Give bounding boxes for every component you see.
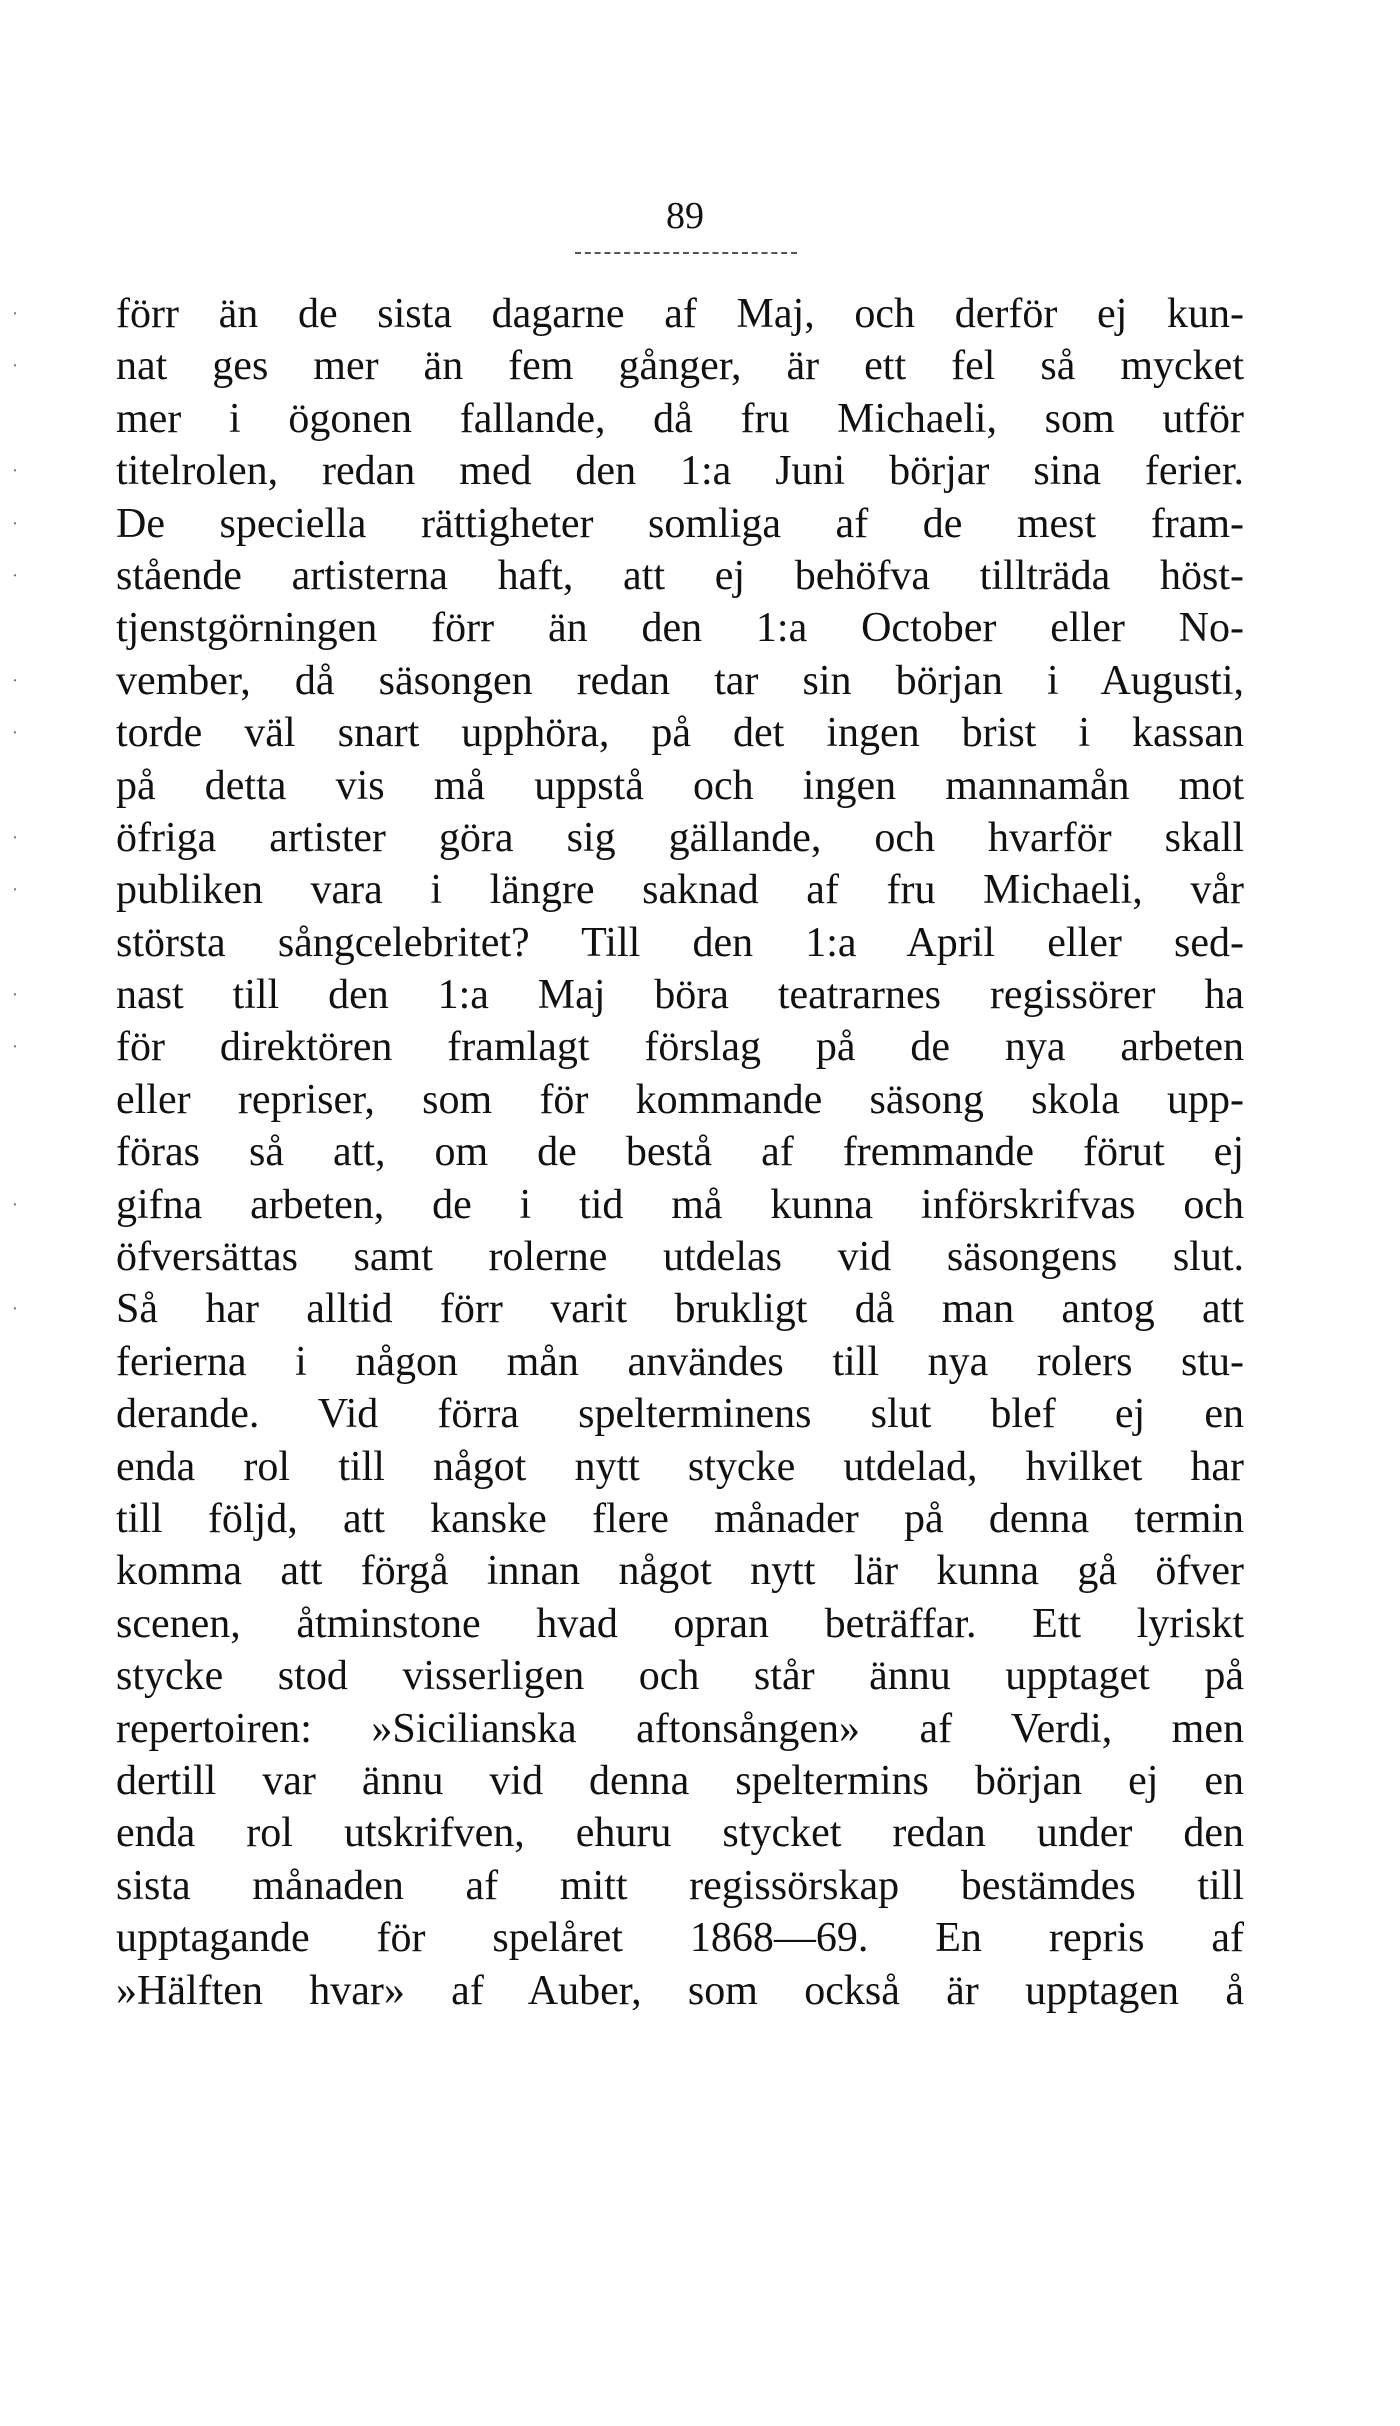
text-line: eller repriser, som för kommande säsong skola upp- (116, 1076, 1244, 1123)
margin-mark: · (11, 460, 19, 483)
text-line: Så har alltid förr varit brukligt då man antog att (116, 1286, 1244, 1333)
text-line: förr än de sista dagarne af Maj, och derför ej kun- (116, 291, 1244, 337)
margin-mark: · (11, 564, 19, 587)
margin-mark: · (11, 722, 19, 745)
margin-mark: · (11, 355, 19, 378)
text-line: nat ges mer än fem gånger, är ett fel så mycket (116, 343, 1244, 390)
margin-mark: · (11, 303, 19, 325)
margin-mark (6, 1231, 24, 1283)
margin-mark (6, 393, 24, 445)
page-body-text (116, 288, 1244, 2017)
text-line: på detta vis må uppstå och ingen mannamån mot (116, 762, 1244, 809)
margin-mark (6, 917, 24, 969)
left-margin-bleed-marks (6, 288, 24, 1336)
margin-mark: · (11, 1036, 19, 1059)
margin-mark (6, 1126, 24, 1178)
text-line: vember, då säsongen redan tar sin början i Augusti, (116, 657, 1244, 704)
margin-mark: · (11, 512, 19, 535)
text-line: stående artisterna haft, att ej behöfva tillträda höst- (116, 552, 1244, 599)
text-line: upptagande för spelåret 1868—69. En repris af (116, 1915, 1244, 1962)
text-line: derande. Vid förra spelterminens slut blef ej en (116, 1391, 1244, 1438)
text-line: enda rol utskrifven, ehuru stycket redan under den (116, 1810, 1244, 1857)
text-line: nast till den 1:a Maj böra teatrarnes regissörer ha (116, 972, 1244, 1019)
text-line: komma att förgå innan något nytt lär kunna gå öfver (116, 1548, 1244, 1595)
margin-mark (6, 760, 24, 812)
text-line: titelrolen, redan med den 1:a Juni börjar sina ferier. (116, 448, 1244, 495)
text-line: repertoiren: »Sicilianska aftonsången» af Verdi, men (116, 1705, 1244, 1752)
margin-mark (6, 1074, 24, 1126)
text-line: föras så att, om de bestå af fremmande förut ej (116, 1129, 1244, 1176)
text-line: öfversättas samt rolerne utdelas vid säsongens slut. (116, 1234, 1244, 1281)
text-line: öfriga artister göra sig gällande, och hvarför skall (116, 814, 1244, 861)
text-line: mer i ögonen fallande, då fru Michaeli, som utför (116, 395, 1244, 442)
header-rule (575, 252, 797, 254)
text-line: sista månaden af mitt regissörskap bestämdes till (116, 1862, 1244, 1909)
text-line: enda rol till något nytt stycke utdelad, hvilket har (116, 1443, 1244, 1490)
text-line: dertill var ännu vid denna speltermins början ej en (116, 1757, 1244, 1804)
text-line: gifna arbeten, de i tid må kunna införskrifvas och (116, 1181, 1244, 1228)
margin-mark: · (11, 1298, 19, 1321)
text-line: publiken vara i längre saknad af fru Michaeli, vår (116, 867, 1244, 914)
text-line: för direktören framlagt förslag på de nya arbeten (116, 1024, 1244, 1071)
text-line: stycke stod visserligen och står ännu upptaget på (116, 1653, 1244, 1700)
text-line: »Hälften hvar» af Auber, som också är upptagen å (116, 1967, 1244, 2014)
text-line: De speciella rättigheter somliga af de mest fram- (116, 500, 1244, 547)
margin-mark: · (11, 984, 19, 1007)
margin-mark: · (11, 1193, 19, 1216)
margin-mark: · (11, 669, 19, 692)
text-line: tjenstgörningen förr än den 1:a October eller No- (116, 605, 1244, 652)
text-line: ferierna i någon mån användes till nya rolers stu- (116, 1338, 1244, 1385)
margin-mark: · (11, 879, 19, 902)
margin-mark: · (11, 826, 19, 849)
text-line: till följd, att kanske flere månader på denna termin (116, 1495, 1244, 1542)
text-line: scenen, åtminstone hvad opran beträffar. Ett lyriskt (116, 1600, 1244, 1647)
page-number: 89 (666, 195, 704, 237)
text-line: största sångcelebritet? Till den 1:a April eller sed- (116, 919, 1244, 966)
text-line: torde väl snart upphöra, på det ingen brist i kassan (116, 710, 1244, 757)
margin-mark (6, 602, 24, 654)
